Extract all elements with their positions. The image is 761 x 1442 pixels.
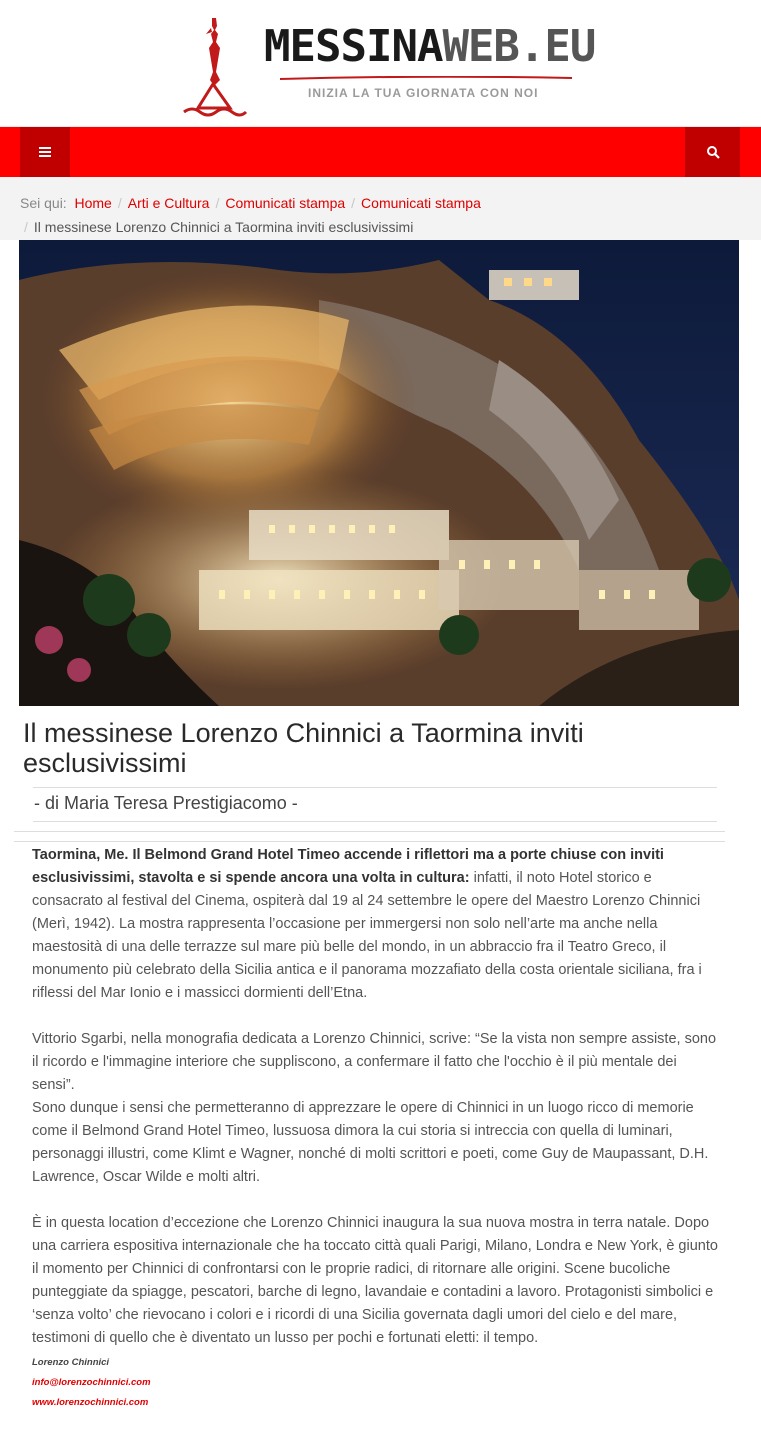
article-body [32, 844, 721, 1413]
hamburger-icon [38, 146, 52, 158]
signature [32, 1353, 721, 1413]
breadcrumb-separator: / [215, 195, 220, 211]
paragraph-lead: Taormina, Me. Il Belmond Grand Hotel Timeo accende i riflettori ma a porte chiuse con inviti esclusivissimi, stavolta e si spende ancora una volta in cultura: [32, 847, 664, 886]
site-logo[interactable] [180, 16, 596, 120]
divider [33, 787, 717, 788]
breadcrumb-separator: / [117, 195, 122, 211]
breadcrumb-current: Il messinese Lorenzo Chinnici a Taormina inviti esclusivissimi [33, 219, 414, 235]
breadcrumb-home[interactable]: Home [74, 195, 112, 211]
article-paragraph [32, 844, 721, 1005]
brand-part1: MESSINA [264, 21, 443, 72]
breadcrumb-comunicati-stampa[interactable]: Comunicati stampa [225, 195, 346, 211]
breadcrumb-comunicati-stampa-2[interactable]: Comunicati stampa [361, 195, 481, 211]
divider [14, 841, 725, 842]
signature-email-link[interactable]: info@lorenzochinnici.com [32, 1377, 151, 1388]
menu-toggle-button[interactable] [20, 127, 70, 177]
breadcrumb [0, 177, 761, 240]
taormina-night-photo [19, 240, 739, 706]
brand-wordmark [264, 22, 595, 72]
breadcrumb-separator: / [24, 219, 28, 235]
main-navbar [0, 127, 761, 177]
article-hero-image [19, 240, 739, 706]
brand-part2: WEB.EU [442, 21, 596, 72]
site-tagline: INIZIA LA TUA GIORNATA CON NOI [308, 86, 539, 100]
statue-logo-icon [180, 16, 250, 118]
divider [14, 831, 725, 832]
breadcrumb-label: Sei qui: [20, 195, 67, 211]
signature-website-link[interactable]: www.lorenzochinnici.com [32, 1397, 149, 1408]
search-icon [706, 145, 720, 159]
breadcrumb-separator: / [351, 195, 356, 211]
article [0, 706, 761, 1413]
paragraph-text: infatti, il noto Hotel storico e consacrato al festival del Cinema, ospiterà dal 19 al 24 settembre le opere del Maestro Lorenzo Chinnici (Merì, 1942). La mostra rappresenta l’occasione per immergersi non solo nell’arte ma anche nella maestosità di una delle terrazze sul mare più belle del mondo, in un abbraccio fra il Teatro Greco, il monumento più celebrato della Sicilia antica e il panorama mozzafiato della costa orientale siciliana, fra i riflessi del Mar Ionio e i massicci dormienti dell’Etna. [32, 870, 702, 1001]
article-title: Il messinese Lorenzo Chinnici a Taormina inviti esclusivissimi [23, 718, 584, 778]
article-paragraph: Vittorio Sgarbi, nella monografia dedicata a Lorenzo Chinnici, scrive: “Se la vista non sempre assiste, sono il ricordo e l'immagine interiore che suppliscono, a confermare il fatto che l'occhio è il più mentale dei sensi”. [32, 1031, 717, 1093]
breadcrumb-arti-cultura[interactable]: Arti e Cultura [127, 195, 210, 211]
article-paragraph: È in questa location d’eccezione che Lorenzo Chinnici inaugura la sua nuova mostra in terra natale. Dopo una carriera espositiva internazionale che ha toccato città quali Parigi, Milano, Londra e New York, è giunto il momento per Chinnici di confrontarsi con le proprie radici, di ritornare alle origini. Scene bucoliche punteggiate da spiagge, pescatori, barche di legno, lavandaie e contadini a lavoro. Protagonisti simbolici e ‘senza volto’ che rievocano i colori e i ricordi di una Sicilia governata dagli umori del cielo e del mare, testimoni di quello che è diventato un lusso per pochi e fortunati eletti: il tempo. [32, 1215, 718, 1346]
site-header [0, 0, 761, 127]
signature-name: Lorenzo Chinnici [32, 1357, 110, 1368]
article-paragraph: Sono dunque i sensi che permetteranno di apprezzare le opere di Chinnici in un luogo ricco di memorie come il Belmond Grand Hotel Timeo, lussuosa dimora la cui storia si intreccia con quella di luminari, personaggi illustri, come Klimt e Wagner, nonché di molti scrittori e poeti, come Guy de Maupassant, D.H. Lawrence, Oscar Wilde e molti altri. [32, 1100, 709, 1185]
search-button[interactable] [685, 127, 740, 177]
logo-underline [280, 76, 572, 80]
article-author: - di Maria Teresa Prestigiacomo - [34, 793, 298, 813]
divider [33, 821, 717, 822]
